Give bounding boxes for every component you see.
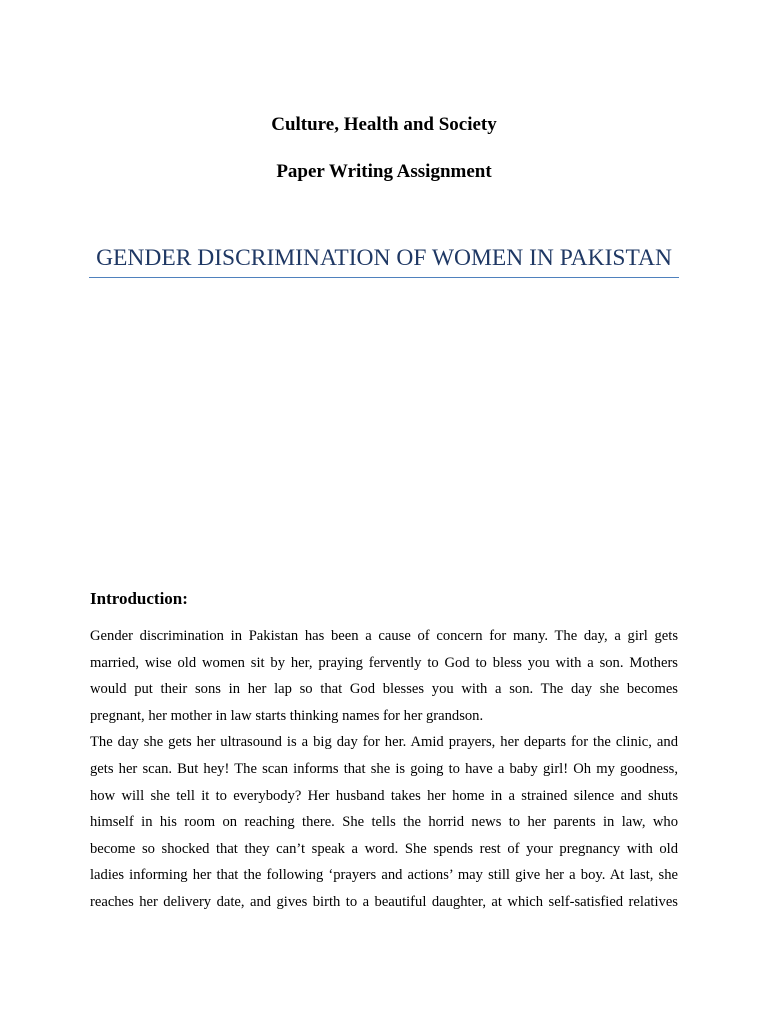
assignment-title: Paper Writing Assignment — [276, 161, 492, 182]
body-line: The day she gets her ultrasound is a big day for her. Amid prayers, her departs for the clinic, and — [90, 734, 678, 751]
body-line: become so shocked that they can’t speak a word. She spends rest of your pregnancy with old — [90, 840, 678, 857]
course-title: Culture, Health and Society — [271, 114, 497, 135]
body-line: married, wise old women sit by her, praying fervently to God to bless you with a son. Mothers — [90, 654, 678, 671]
body-line: pregnant, her mother in law starts thinking names for her grandson. — [90, 707, 484, 724]
body-line: gets her scan. But hey! The scan informs that she is going to have a baby girl! Oh my goodness, — [90, 760, 678, 777]
body-line: Gender discrimination in Pakistan has been a cause of concern for many. The day, a girl gets — [90, 628, 678, 644]
body-line: reaches her delivery date, and gives birth to a beautiful daughter, at which self-satisfied relatives — [90, 893, 678, 910]
introduction-body — [90, 623, 678, 916]
body-line: himself in his room on reaching there. She tells the horrid news to her parents in law, who — [90, 814, 678, 831]
paper-title: GENDER DISCRIMINATION OF WOMEN IN PAKISTAN — [96, 245, 672, 271]
introduction-heading: Introduction: — [90, 589, 188, 608]
body-line: how will she tell it to everybody? Her husband takes her home in a strained silence and shuts — [90, 787, 678, 804]
body-line: ladies informing her that the following ‘prayers and actions’ may still give her a boy. At last, she — [90, 867, 678, 884]
title-underline-rule — [89, 277, 679, 278]
body-line: would put their sons in her lap so that God blesses you with a son. The day she becomes — [90, 681, 678, 698]
